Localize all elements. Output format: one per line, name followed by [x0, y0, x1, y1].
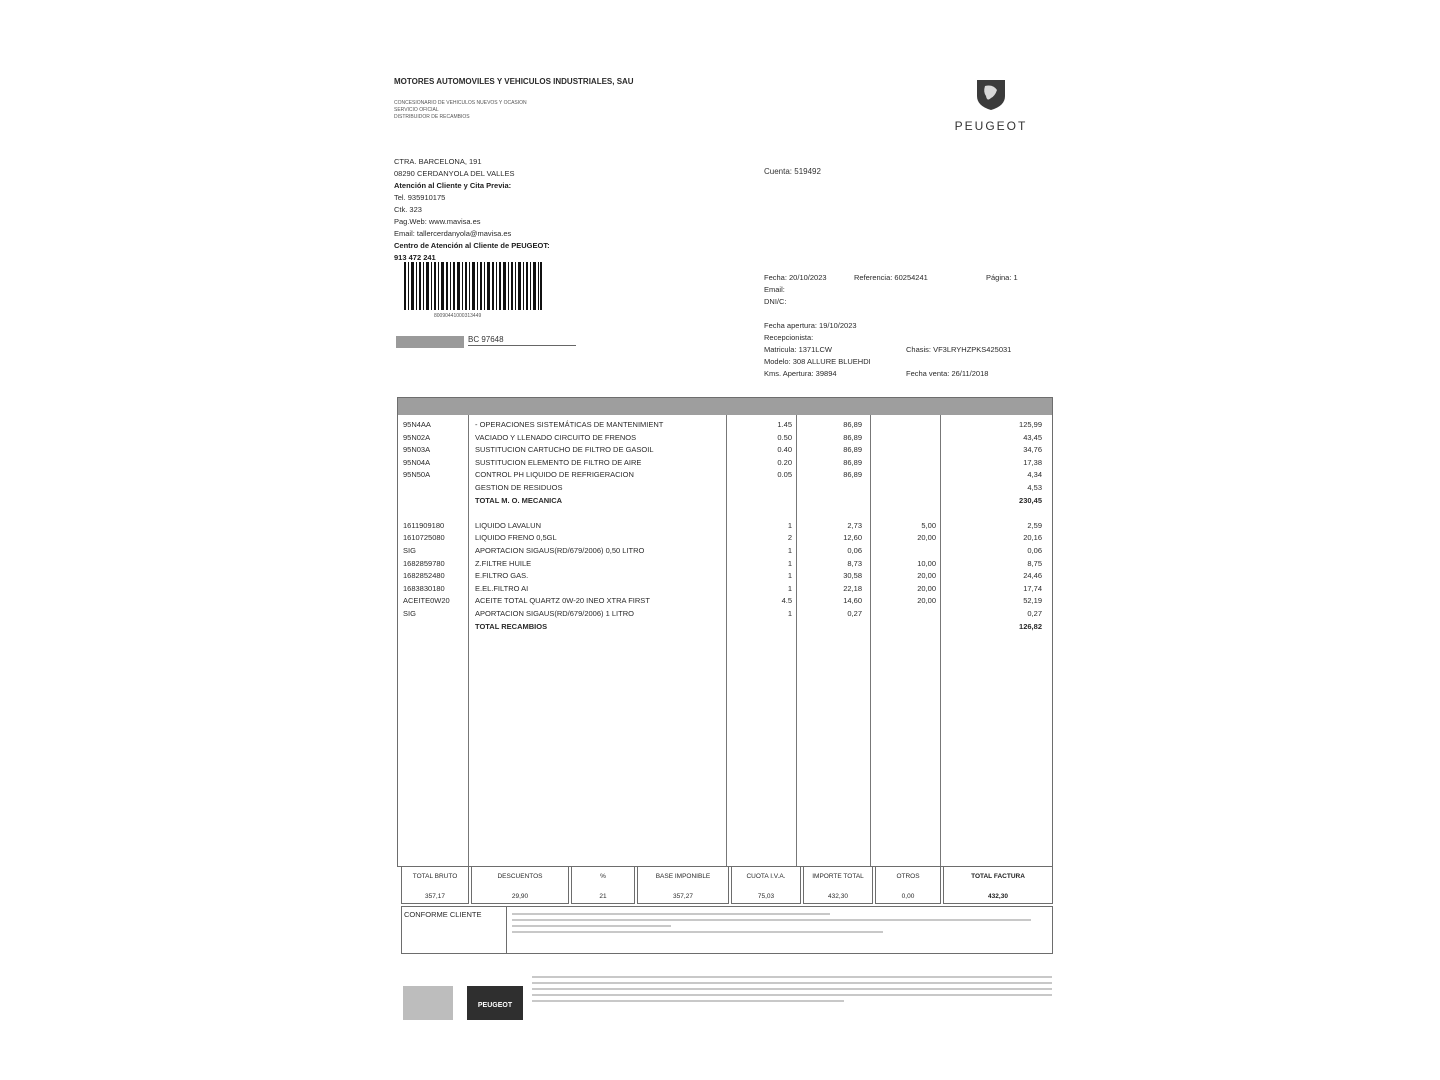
- item-amount: 2,59: [1027, 520, 1042, 530]
- item-amount: 34,76: [1023, 445, 1042, 455]
- item-price: 0,06: [847, 546, 862, 555]
- item-description: - OPERACIONES SISTEMÁTICAS DE MANTENIMIENT: [475, 420, 664, 429]
- table-row: [398, 457, 1052, 470]
- item-code: 1610725080: [403, 533, 445, 543]
- table-row: [398, 520, 1052, 533]
- item-quantity: 0.20: [777, 457, 792, 467]
- item-price: 14,60: [843, 596, 862, 606]
- customer-email: Email:: [764, 285, 785, 294]
- item-code: 1611909180: [403, 520, 445, 530]
- barcode-icon: [404, 262, 542, 310]
- item-price: 30,58: [843, 571, 862, 581]
- address-block: [394, 156, 550, 264]
- item-discount: 5,00: [921, 520, 936, 530]
- peugeot-wordmark: PEUGEOT: [954, 119, 1028, 133]
- item-description: SUSTITUCION ELEMENTO DE FILTRO DE AIRE: [475, 457, 642, 467]
- company-subtitle: [394, 100, 527, 121]
- item-discount: 20,00: [917, 596, 936, 606]
- item-code: ACEITE0W20: [403, 596, 450, 606]
- table-row: [398, 507, 1052, 520]
- table-row: [398, 532, 1052, 545]
- item-amount: 43,45: [1023, 432, 1042, 442]
- address-street: CTRA. BARCELONA, 191: [394, 157, 482, 166]
- email: Email: tallercerdanyola@mavisa.es: [394, 229, 512, 238]
- item-code: 95N03A: [403, 445, 431, 455]
- item-quantity: 1: [787, 520, 792, 530]
- item-amount: 17,74: [1023, 583, 1042, 593]
- table-row: [398, 444, 1052, 457]
- table-row: [398, 469, 1052, 482]
- item-price: 86,89: [843, 445, 862, 455]
- item-quantity: 0.50: [777, 432, 792, 442]
- item-description: CONTROL PH LIQUIDO DE REFRIGERACION: [475, 470, 634, 480]
- item-description: LIQUIDO LAVALUN: [475, 520, 541, 530]
- table-row: [398, 570, 1052, 583]
- otros-cell: OTROS 0,00: [875, 866, 941, 904]
- item-quantity: 4.5: [781, 596, 792, 606]
- item-amount: 126,82: [1019, 621, 1042, 631]
- item-code: 95N50A: [403, 470, 431, 480]
- peugeot-footer-logo: PEUGEOT: [467, 986, 523, 1020]
- customer-dni: DNI/C:: [764, 297, 787, 306]
- extension: Ctk. 323: [394, 205, 422, 214]
- company-sub-line: SERVICIO OFICIAL: [394, 107, 439, 113]
- item-code: 1682859780: [403, 558, 445, 568]
- opening-km: Kms. Apertura: 39894: [764, 369, 837, 378]
- item-quantity: 1: [787, 558, 792, 568]
- cuota-iva-cell: CUOTA I.V.A. 75,03: [731, 866, 801, 904]
- company-sub-line: DISTRIBUIDOR DE RECAMBIOS: [394, 114, 470, 120]
- customer-acceptance-box: [401, 906, 1053, 954]
- company-name: MOTORES AUTOMOVILES Y VEHICULOS INDUSTRIALES, SAU: [394, 77, 634, 86]
- item-quantity: 0.05: [777, 470, 792, 480]
- invoice-reference: Referencia: 60254241: [854, 273, 928, 282]
- peugeot-center-phone: 913 472 241: [394, 253, 436, 262]
- item-amount: 4,34: [1027, 470, 1042, 480]
- item-amount: 20,16: [1023, 533, 1042, 543]
- item-price: 22,18: [843, 583, 862, 593]
- item-description: E.FILTRO GAS.: [475, 571, 529, 581]
- account-number: Cuenta: 519492: [764, 167, 821, 176]
- item-price: 12,60: [843, 533, 862, 543]
- item-amount: 8,75: [1027, 558, 1042, 568]
- item-description: VACIADO Y LLENADO CIRCUITO DE FRENOS: [475, 432, 637, 442]
- table-row: [398, 583, 1052, 596]
- table-row: [398, 482, 1052, 495]
- peugeot-lion-shield-icon: [973, 76, 1009, 112]
- item-description: LIQUIDO FRENO 0,5GL: [475, 533, 557, 543]
- acceptance-fine-print: [512, 913, 1042, 937]
- item-quantity: 1.45: [777, 420, 792, 429]
- attention-label: Atención al Cliente y Cita Previa:: [394, 181, 512, 190]
- item-description: APORTACION SIGAUS(RD/679/2006) 0,50 LITRO: [475, 546, 645, 555]
- ref-code: BC 97648: [468, 334, 576, 346]
- item-quantity: 1: [787, 609, 792, 618]
- item-code: 1682852480: [403, 571, 445, 581]
- item-quantity: 1: [787, 571, 792, 581]
- item-description: E.EL.FILTRO AI: [475, 583, 529, 593]
- item-code: 95N04A: [403, 457, 431, 467]
- peugeot-center-label: Centro de Atención al Cliente de PEUGEOT:: [394, 241, 550, 250]
- license-plate: Matricula: 1371LCW: [764, 345, 832, 354]
- item-amount: 4,53: [1027, 483, 1042, 492]
- ref-shaded-field: [396, 336, 464, 348]
- item-description: APORTACION SIGAUS(RD/679/2006) 1 LITRO: [475, 609, 634, 618]
- item-code: 95N4AA: [403, 420, 431, 429]
- company-sub-line: CONCESIONARIO DE VEHICULOS NUEVOS Y OCASION: [394, 100, 527, 106]
- item-description: Z.FILTRE HUILE: [475, 558, 532, 568]
- opening-date: Fecha apertura: 19/10/2023: [764, 321, 857, 330]
- item-quantity: 2: [787, 533, 792, 543]
- vehicle-model: Modelo: 308 ALLURE BLUEHDI: [764, 357, 871, 366]
- barcode-number: 80090441000313449: [434, 313, 482, 319]
- base-imponible-cell: BASE IMPONIBLE 357,27: [637, 866, 729, 904]
- item-code: SIG: [403, 546, 416, 555]
- item-price: 8,73: [847, 558, 862, 568]
- receptionist: Recepcionista:: [764, 333, 814, 342]
- table-row: [398, 545, 1052, 558]
- table-header: [398, 398, 1052, 415]
- item-discount: 20,00: [917, 533, 936, 543]
- table-row: [398, 621, 1052, 634]
- page-number: Página: 1: [986, 273, 1018, 282]
- importe-total-cell: IMPORTE TOTAL 432,30: [803, 866, 873, 904]
- website: Pag.Web: www.mavisa.es: [394, 217, 481, 226]
- totals-row: [401, 866, 1053, 904]
- item-quantity: 1: [787, 546, 792, 555]
- item-price: 86,89: [843, 470, 862, 480]
- conforme-label: CONFORME CLIENTE: [404, 910, 482, 919]
- item-price: 2,73: [847, 520, 862, 530]
- tree-logo-icon: [403, 986, 453, 1020]
- chassis-number: Chasis: VF3LRYHZPKS425031: [906, 345, 1012, 354]
- item-amount: 230,45: [1019, 495, 1042, 505]
- item-code: 1683830180: [403, 583, 445, 593]
- invoice-date: Fecha: 20/10/2023: [764, 273, 827, 282]
- item-amount: 0,27: [1027, 609, 1042, 618]
- phone: Tel. 935910175: [394, 193, 446, 202]
- invoice-lines-table: [397, 397, 1053, 867]
- peugeot-logo: [936, 76, 1046, 133]
- item-description: TOTAL M. O. MECANICA: [475, 495, 563, 505]
- item-description: SUSTITUCION CARTUCHO DE FILTRO DE GASOIL: [475, 445, 654, 455]
- percent-cell: % 21: [571, 866, 635, 904]
- item-discount: 20,00: [917, 571, 936, 581]
- table-row: [398, 558, 1052, 571]
- item-price: 86,89: [843, 432, 862, 442]
- item-amount: 17,38: [1023, 457, 1042, 467]
- table-row: [398, 432, 1052, 445]
- item-description: TOTAL RECAMBIOS: [475, 621, 548, 631]
- sale-date: Fecha venta: 26/11/2018: [906, 369, 989, 378]
- item-quantity: 0.40: [777, 445, 792, 455]
- item-code: SIG: [403, 609, 416, 618]
- item-amount: 125,99: [1019, 420, 1042, 429]
- item-price: 86,89: [843, 420, 862, 429]
- item-amount: 0,06: [1027, 546, 1042, 555]
- address-city: 08290 CERDANYOLA DEL VALLES: [394, 169, 515, 178]
- item-price: 0,27: [847, 609, 862, 618]
- item-price: 86,89: [843, 457, 862, 467]
- item-amount: 24,46: [1023, 571, 1042, 581]
- total-bruto-cell: TOTAL BRUTO 357,17: [401, 866, 469, 904]
- item-description: ACEITE TOTAL QUARTZ 0W-20 INEO XTRA FIRST: [475, 596, 650, 606]
- table-row: [398, 495, 1052, 508]
- item-amount: 52,19: [1023, 596, 1042, 606]
- table-row: [398, 595, 1052, 608]
- table-row: [398, 419, 1052, 432]
- table-row: [398, 608, 1052, 621]
- item-discount: 10,00: [917, 558, 936, 568]
- item-description: GESTION DE RESIDUOS: [475, 483, 563, 492]
- invoice-meta: [764, 272, 1054, 380]
- legal-text: [532, 976, 1052, 1006]
- item-code: 95N02A: [403, 432, 431, 442]
- descuentos-cell: DESCUENTOS 29,90: [471, 866, 569, 904]
- item-quantity: 1: [787, 583, 792, 593]
- total-factura-cell: TOTAL FACTURA 432,30: [943, 866, 1053, 904]
- item-discount: 20,00: [917, 583, 936, 593]
